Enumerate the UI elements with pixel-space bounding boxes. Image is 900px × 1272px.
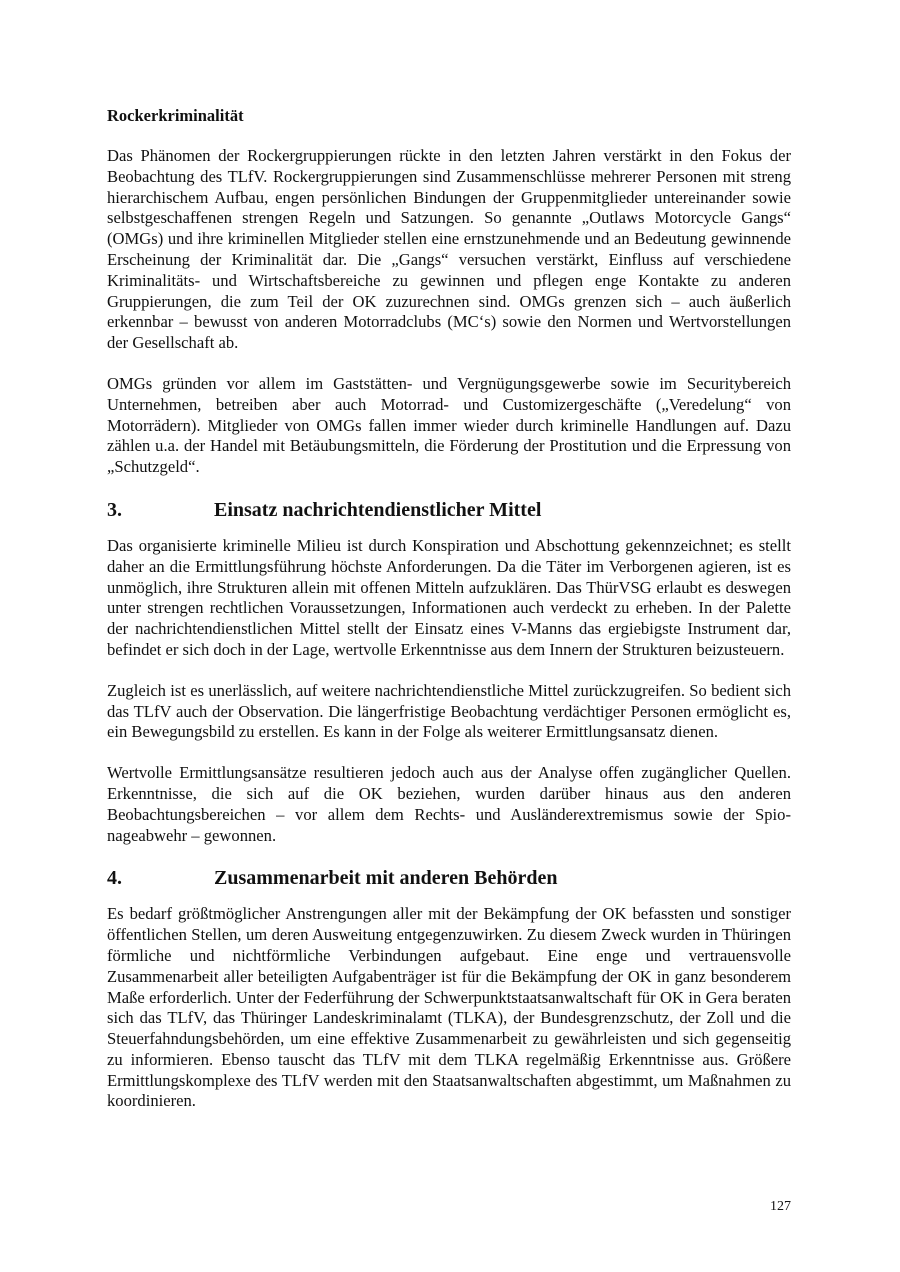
section-title: Zusammenarbeit mit anderen Behörden xyxy=(214,867,558,890)
section-heading-3 xyxy=(107,498,791,522)
paragraph: Wertvolle Ermittlungsansätze resultieren jedoch auch aus der Analyse offen zugänglicher Quellen. Erkenntnisse, die sich auf die OK beziehen, wurden darüber hinaus aus den anderen Beobachtungsbereichen – vor allem dem Rechts- und Ausländerextremismus sowie der Spionageabwehr – gewonnen. xyxy=(107,763,791,845)
section-heading-4 xyxy=(107,866,791,890)
document-page xyxy=(107,106,791,1132)
section-number: 4. xyxy=(107,867,122,890)
paragraph: Das Phänomen der Rockergruppierungen rückte in den letzten Jahren verstärkt in den Fokus der Beobachtung des TLfV. Rockergruppierungen sind Zusammenschlüsse mehrerer Personen mit streng hierarchischem Aufbau, engen persönlichen Bindungen der Gruppenmitglieder untereinander sowie selbstgeschaffenen strengen Regeln und Satzungen. So genannte „Outlaws Motorcycle Gangs“ (OMGs) und ihre kriminellen Mitglieder stellen eine ernstzunehmende und an Bedeutung gewinnende Erscheinung der Kriminalität dar. Die „Gangs“ versuchen verstärkt, Einfluss auf verschiedene Kriminalitäts- und Wirtschaftsbereiche zu gewinnen und pflegen enge Kontakte zu anderen Gruppierungen, die zum Teil der OK zuzurechnen sind. OMGs grenzen sich – auch äußerlich erkennbar – bewusst von anderen Motorradclubs (MC‘s) sowie den Normen und Wertvorstellungen der Gesellschaft ab. xyxy=(107,146,791,353)
section-number: 3. xyxy=(107,498,122,521)
paragraph: OMGs gründen vor allem im Gaststätten- und Vergnügungsgewerbe sowie im Securitybereich Unternehmen, betreiben aber auch Motorrad- und Customizergeschäfte („Veredelung“ von Motorrädern). Mitglieder von OMGs fallen immer wieder durch kriminelle Handlungen auf. Dazu zählen u.a. der Handel mit Betäubungsmitteln, die Förderung der Prostitution und die Erpressung von „Schutzgeld“. xyxy=(107,373,791,477)
paragraph: Das organisierte kriminelle Milieu ist durch Konspiration und Abschottung gekennzeichnet; es stellt daher an die Ermittlungsführung höchste Anforderungen. Da die Täter im Verborgenen agieren, ist es unmöglich, ihre Strukturen allein mit offenen Mitteln aufzuklären. Das ThürVSG erlaubt es deswegen unter strengen rechtlichen Voraussetzungen, Informationen auch verdeckt zu erheben. In der Palette der nachrichtendienstlichen Mittel stellt der Einsatz eines V-Manns das ergiebigste Instrument dar, befindet er sich doch in der Lage, wertvolle Erkenntnisse aus dem Innern der Strukturen beizusteuern. xyxy=(107,535,791,659)
subheading-rockerkriminalitaet: Rockerkriminalität xyxy=(107,106,244,125)
paragraph: Zugleich ist es unerlässlich, auf weitere nachrichtendienstliche Mittel zurückzugreifen. So bedient sich das TLfV auch der Observation. Die längerfristige Beobachtung verdächtiger Personen ermöglicht es, ein Bewegungsbild zu erstellen. Es kann in der Folge als weiterer Ermittlungsansatz dienen. xyxy=(107,680,791,742)
section-title: Einsatz nachrichtendienstlicher Mittel xyxy=(214,498,542,521)
page-number: 127 xyxy=(770,1199,791,1214)
paragraph: Es bedarf größtmöglicher Anstrengungen aller mit der Bekämpfung der OK befassten und sonstiger öffentlichen Stellen, um deren Ausweitung entgegenzuwirken. Zu diesem Zweck wurden in Thüringen förmliche und nichtförmliche Verbindungen aufgebaut. Eine enge und vertrauensvolle Zusammenarbeit aller beteiligten Aufgabenträger ist für die Bekämpfung der OK in ganz besonderem Maße erforderlich. Unter der Federführung der Schwerpunktstaatsanwaltschaft für OK in Gera beraten sich das TLfV, das Thüringer Landeskriminalamt (TLKA), der Bundesgrenzschutz, der Zoll und die Steuerfahndungsbehörden, um eine effektive Zusammenarbeit zu gewährleisten und sich gegenseitig zu informieren. Ebenso tauscht das TLfV mit dem TLKA regelmäßig Erkenntnisse aus. Größere Ermittlungskomplexe des TLfV werden mit den Staatsanwaltschaften abgestimmt, um Maßnahmen zu koordinieren. xyxy=(107,904,791,1111)
